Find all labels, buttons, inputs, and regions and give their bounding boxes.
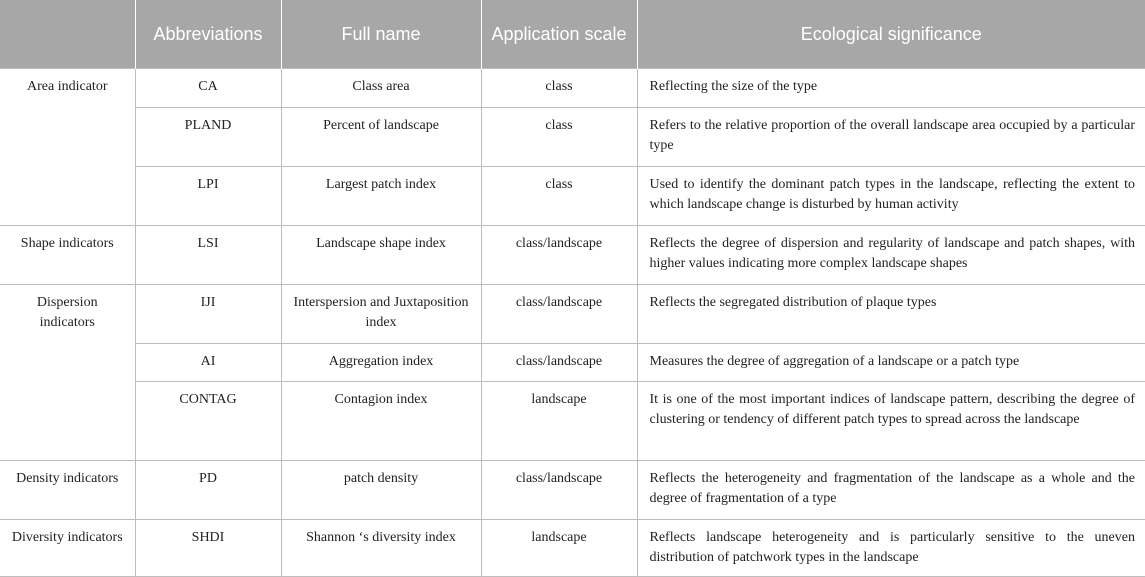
table-row (0, 520, 1145, 577)
abbreviation-cell: PD (135, 461, 281, 520)
table-row (0, 382, 1145, 461)
scale-cell: landscape (481, 382, 637, 461)
header-abbreviations: Abbreviations (135, 0, 281, 69)
significance-cell: Measures the degree of aggregation of a landscape or a patch type (637, 344, 1145, 382)
full-name-cell: Class area (281, 69, 481, 108)
table-row (0, 461, 1145, 520)
significance-cell: Reflects the heterogeneity and fragmentation of the landscape as a whole and the degree of fragmentation of a type (637, 461, 1145, 520)
abbreviation-cell: SHDI (135, 520, 281, 577)
table-body (0, 69, 1145, 577)
table-header (0, 0, 1145, 69)
category-cell: Area indicator (0, 69, 135, 226)
scale-cell: class (481, 69, 637, 108)
abbreviation-cell: PLAND (135, 108, 281, 167)
abbreviation-cell: CONTAG (135, 382, 281, 461)
category-cell: Diversity indicators (0, 520, 135, 577)
scale-cell: class/landscape (481, 285, 637, 344)
significance-cell: Reflects landscape heterogeneity and is particularly sensitive to the uneven distribution of patchwork types in the landscape (637, 520, 1145, 577)
significance-cell: Used to identify the dominant patch types in the landscape, reflecting the extent to which landscape change is disturbed by human activity (637, 167, 1145, 226)
table-row (0, 108, 1145, 167)
full-name-cell: Aggregation index (281, 344, 481, 382)
scale-cell: class (481, 108, 637, 167)
category-cell: Dispersion indicators (0, 285, 135, 461)
table-row (0, 69, 1145, 108)
abbreviation-cell: CA (135, 69, 281, 108)
full-name-cell: Largest patch index (281, 167, 481, 226)
full-name-cell: Shannon ‘s diversity index (281, 520, 481, 577)
category-cell: Density indicators (0, 461, 135, 520)
scale-cell: class/landscape (481, 344, 637, 382)
full-name-cell: patch density (281, 461, 481, 520)
significance-cell: It is one of the most important indices of landscape pattern, describing the degree of clustering or tendency of different patch types to spread across the landscape (637, 382, 1145, 461)
scale-cell: class/landscape (481, 461, 637, 520)
header-full-name: Full name (281, 0, 481, 69)
table-row (0, 285, 1145, 344)
full-name-cell: Interspersion and Juxtaposition index (281, 285, 481, 344)
full-name-cell: Contagion index (281, 382, 481, 461)
significance-cell: Reflecting the size of the type (637, 69, 1145, 108)
scale-cell: class (481, 167, 637, 226)
table-row (0, 167, 1145, 226)
table-row (0, 226, 1145, 285)
full-name-cell: Percent of landscape (281, 108, 481, 167)
significance-cell: Refers to the relative proportion of the overall landscape area occupied by a particular type (637, 108, 1145, 167)
full-name-cell: Landscape shape index (281, 226, 481, 285)
header-category (0, 0, 135, 69)
abbreviation-cell: LPI (135, 167, 281, 226)
significance-cell: Reflects the segregated distribution of plaque types (637, 285, 1145, 344)
significance-cell: Reflects the degree of dispersion and regularity of landscape and patch shapes, with higher values indicating more complex landscape shapes (637, 226, 1145, 285)
abbreviation-cell: LSI (135, 226, 281, 285)
header-application-scale: Application scale (481, 0, 637, 69)
table-row (0, 344, 1145, 382)
scale-cell: landscape (481, 520, 637, 577)
header-ecological-significance: Ecological significance (637, 0, 1145, 69)
abbreviation-cell: AI (135, 344, 281, 382)
category-cell: Shape indicators (0, 226, 135, 285)
header-row (0, 0, 1145, 69)
abbreviation-cell: IJI (135, 285, 281, 344)
scale-cell: class/landscape (481, 226, 637, 285)
